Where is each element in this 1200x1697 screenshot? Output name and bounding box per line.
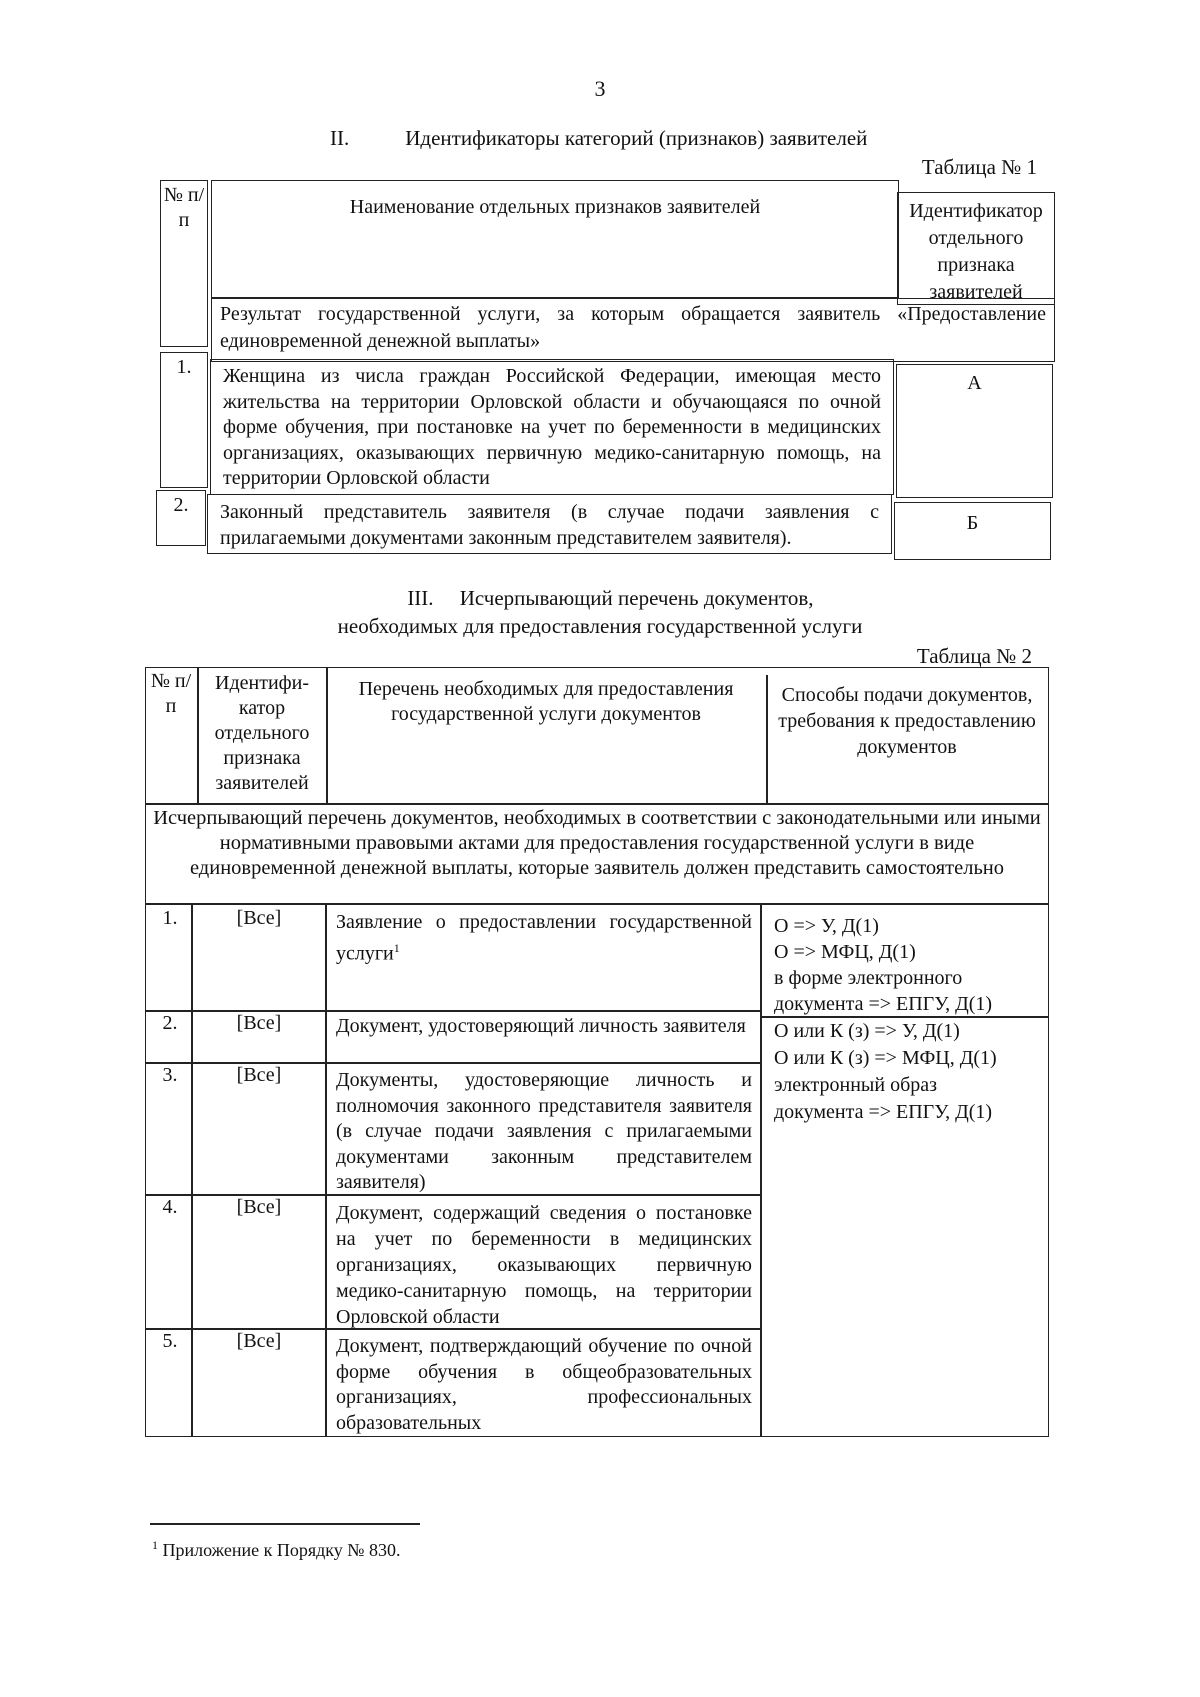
table-1-row-2-id: Б	[894, 502, 1051, 560]
table-2-row-1-doc	[336, 909, 752, 967]
table-1-row-2-num: 2.	[156, 490, 206, 546]
methods-1-line-2: О => МФЦ, Д(1)	[774, 941, 916, 963]
table-2-row-5-doc: Документ, подтверждающий обучение по очной форме обучения в общеобразовательных организациях, профессиональных образовательных	[336, 1335, 752, 1434]
table-2-row-4-id: [Все]	[236, 1196, 282, 1218]
footnote-text: Приложение к Порядку № 830.	[162, 1540, 401, 1560]
methods-2-line-3: электронный образ	[774, 1074, 938, 1096]
table-1-row-1-num: 1.	[160, 352, 208, 488]
table-2-methods-2	[774, 1018, 1044, 1126]
section-3-roman: III.	[407, 586, 434, 610]
table-2-row-1-num: 1.	[162, 907, 178, 929]
table-2-row-5-num: 5.	[162, 1330, 178, 1352]
table-2-header-id: Идентифи-катор отдельного признака заявителей	[214, 672, 310, 794]
table-2-header-num: № п/п	[150, 670, 192, 717]
section-2-title	[330, 126, 1090, 151]
section-2-heading: Идентификаторы категорий (признаков) заявителей	[405, 126, 868, 150]
table-1-row-1-text: Женщина из числа граждан Российской Федерации, имеющая место жительства на территории Орловской области и обучающаяся по очной форме обучения, при постановке на учет по беременности в медицинских организациях, оказывающих первичную медико-санитарную помощь, на территории Орловской области	[210, 359, 894, 495]
methods-1-line-3: в форме электронного	[774, 967, 963, 989]
methods-1-line-1: О => У, Д(1)	[774, 915, 879, 937]
table-1-header-num: № п/п	[160, 180, 208, 347]
table-2-methods-1	[774, 913, 1044, 1017]
table-1-header-name: Наименование отдельных признаков заявителей	[211, 180, 899, 298]
table-2-row-3-id: [Все]	[236, 1064, 282, 1086]
table-2-header-docs: Перечень необходимых для предоставления государственной услуги документов	[358, 678, 734, 725]
table-1-group-row: Результат государственной услуги, за которым обращается заявитель «Предоставление единовременной денежной выплаты»	[211, 298, 1055, 362]
section-3-heading-line1: Исчерпывающий перечень документов,	[459, 586, 814, 610]
table-2-row-3-doc: Документы, удостоверяющие личность и полномочия законного представителя заявителя (в случае подачи заявления с прилагаемыми документами законным представителем заявителя)	[336, 1069, 752, 1193]
table-2-row-2-num: 2.	[162, 1012, 178, 1034]
methods-2-line-2: О или К (з) => МФЦ, Д(1)	[774, 1047, 997, 1069]
footnote-divider	[150, 1523, 420, 1525]
methods-2-line-1: О или К (з) => У, Д(1)	[774, 1020, 960, 1042]
section-3-title	[0, 584, 1200, 640]
table-1-row-2-text: Законный представитель заявителя (в случае подачи заявления с прилагаемыми документами законным представителем заявителя).	[207, 494, 892, 554]
table-2-group-row: Исчерпывающий перечень документов, необходимых в соответствии с законодательными или иными нормативными правовыми актами для предоставления государственной услуги в виде единовременной денежной выплаты, которые заявитель должен представить самостоятельно	[153, 807, 1041, 879]
table-2-header-methods: Способы подачи документов, требования к предоставлению документов	[778, 684, 1036, 758]
footnote-mark: 1	[152, 1538, 158, 1552]
section-3-heading-line2: необходимых для предоставления государственной услуги	[337, 614, 863, 638]
table-2-row-4-num: 4.	[162, 1196, 178, 1218]
table-1-header-id: Идентификатор отдельного признака заявителей	[897, 192, 1055, 305]
table-2-row-2-id: [Все]	[236, 1012, 282, 1034]
table-2-row-2-doc: Документ, удостоверяющий личность заявителя	[336, 1015, 746, 1037]
table-2-row-5-id: [Все]	[236, 1330, 282, 1352]
table-1-caption: Таблица № 1	[921, 155, 1037, 179]
section-2-roman: II.	[330, 126, 350, 150]
table-2-row-1-id: [Все]	[236, 907, 282, 929]
table-2-row-1-doc-text: Заявление о предоставлении государственной услуги	[336, 911, 752, 965]
table-2-row-3-num: 3.	[162, 1064, 178, 1086]
page-number: 3	[594, 76, 606, 101]
footnote-ref: 1	[393, 941, 400, 955]
table-2-row-4-doc: Документ, содержащий сведения о постановке на учет по беременности в медицинских организациях, оказывающих первичную медико-санитарную помощь, на территории Орловской области	[336, 1202, 752, 1328]
methods-1-line-4: документа => ЕПГУ, Д(1)	[774, 993, 993, 1015]
methods-2-line-4: документа => ЕПГУ, Д(1)	[774, 1101, 993, 1123]
footnote	[152, 1538, 400, 1561]
table-1-row-1-id: А	[896, 364, 1053, 498]
table-2-caption: Таблица № 2	[916, 644, 1032, 668]
